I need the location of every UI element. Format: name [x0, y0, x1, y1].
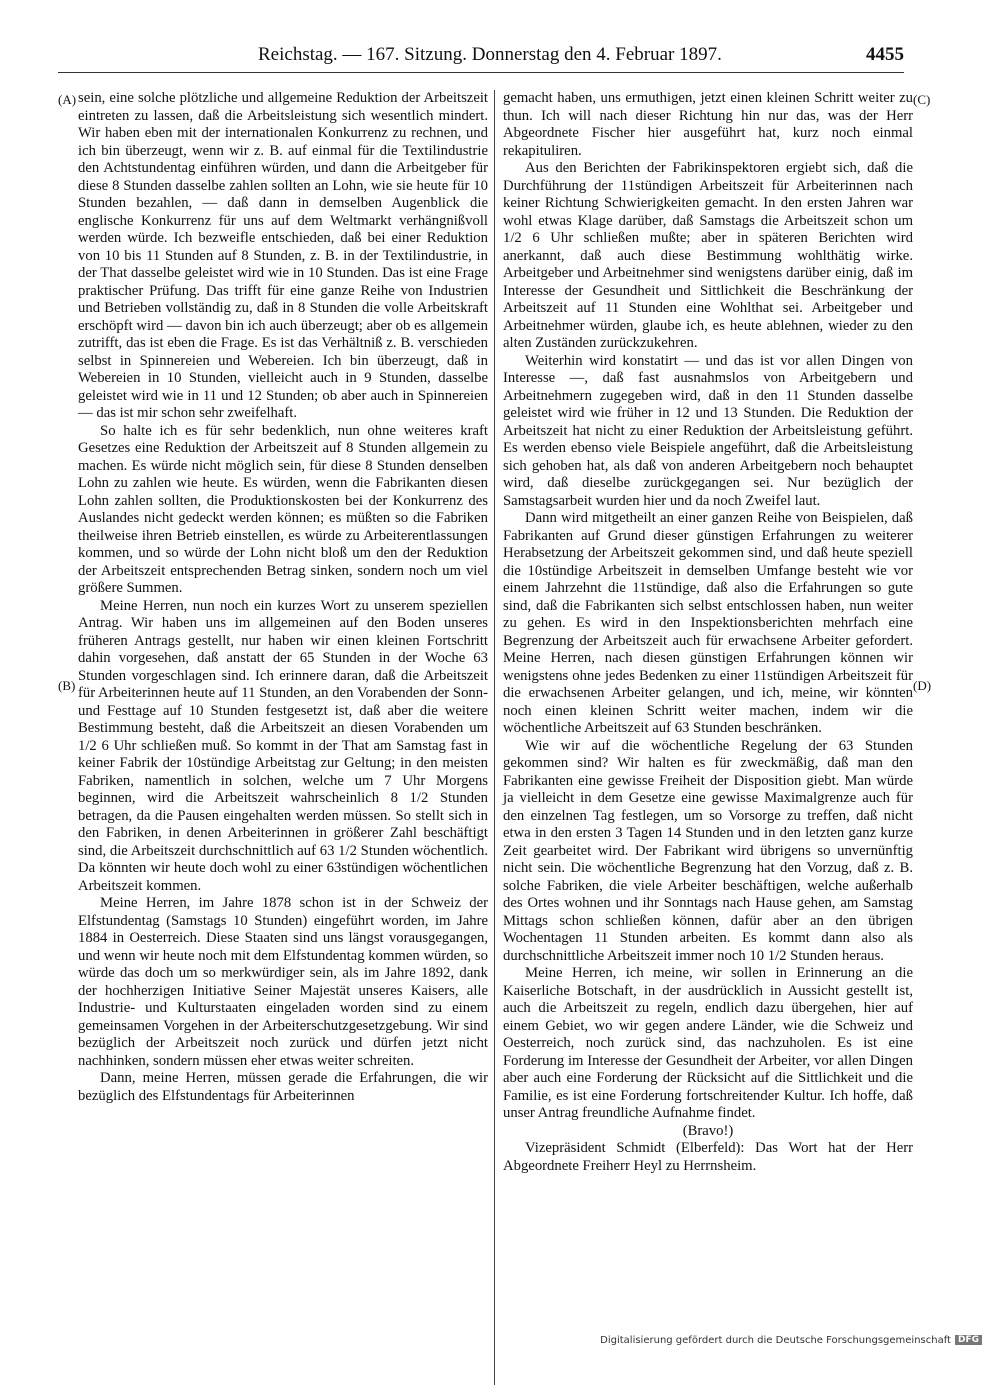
running-title: Reichstag. — 167. Sitzung. Donnerstag den 4. Februar 1897.: [258, 44, 722, 65]
column-divider: [494, 90, 495, 1385]
left-column: [78, 90, 488, 1105]
paragraph: sein, eine solche plötzliche und allgemeine Reduktion der Arbeitszeit eintreten zu lassen, daß die Arbeitsleistung sich wesentlich mindert. Wir haben eben mit der internationalen Konkurrenz zu rechnen, und ich bin überzeugt, wenn wir z. B. auf einmal für die Textilindustrie den Achtstundentag einführen würden, und dann die Arbeitgeber für diese 8 Stunden dasselbe zahlen sollten an Lohn, wie sie heute für 10 Stunden bezahlen, — daß dann in demselben Augenblick die englische Konkurrenz für uns auf dem Weltmarkt verhängnißvoll werden würde. Ich bezweifle entschieden, daß bei einer Reduktion von 10 bis 11 Stunden auf 8 Stunden, z. B. in der Textilindustrie, in der That dasselbe geleistet wird wie in 10 Stunden. Das ist eine Frage praktischer Prüfung. Das trifft für eine ganze Reihe von Industrien und Betrieben vollständig zu, daß in 8 Stunden die volle Arbeitskraft erschöpft wird — davon bin ich auch überzeugt; aber ob es allgemein zutrifft, das ist eben die Frage. Es ist das Verhältniß z. B. verschieden selbst in Spinnereien und Webereien. Ich bin überzeugt, daß in Webereien in 10 Stunden, vielleicht auch in 9 Stunden, dasselbe geleistet wird wie in 11 und 12 Stunden; ob aber auch in Spinnereien — das ist mir schon sehr zweifelhaft.: [78, 90, 488, 421]
right-column: [503, 90, 913, 1175]
paragraph: gemacht haben, uns ermuthigen, jetzt einen kleinen Schritt weiter zu thun. Ich will nach dieser Richtung hin nur das, was der Herr Abgeordnete Fischer hier ausgeführt hat, kurz noch einmal rekapituliren.: [503, 90, 913, 159]
paragraph: Meine Herren, nun noch ein kurzes Wort zu unserem speziellen Antrag. Wir haben uns im allgemeinen auf den Boden unseres früheren Antrags gestellt, nur haben wir einen kleinen Fortschritt dahin vorgesehen, daß anstatt der 65 Stunden in der Woche 63 Stunden vorgeschlagen sind. Ich erinnere daran, daß die Arbeitszeit für Arbeiterinnen heute auf 11 Stunden, an den Vorabenden der Sonn- und Festtage auf 10 Stunden festgesetzt ist, daß aber die weitere Bestimmung besteht, daß die Arbeitszeit an diesen Vorabenden um 1/2 6 Uhr schließen muß. So kommt in der That am Samstag fast in keiner Fabrik der 10stündige Arbeitstag zur Geltung; in den meisten Fabriken, namentlich in solchen, welche um 7 Uhr Morgens beginnen, wird die Arbeitszeit wahrscheinlich 8 1/2 Stunden betragen, da die Pausen eingehalten werden müssen. So stellt sich in den Fabriken, in denen Arbeiterinnen in größerer Zahl beschäftigt sind, die Arbeitszeit durchschnittlich auf 63 1/2 Stunden wöchentlich. Da könnten wir heute doch wohl zu einer 63stündigen wöchentlichen Arbeitszeit kommen.: [78, 597, 488, 894]
footer: [600, 1333, 982, 1347]
header-rule: [58, 72, 904, 73]
paragraph: Dann wird mitgetheilt an einer ganzen Reihe von Beispielen, daß Fabrikanten auf Grund dieser günstigen Erfahrungen zu weiterer Herabsetzung der Arbeitszeit gekommen sind, und daß heute speziell die 10stündige Arbeitszeit in demselben Umfange besteht wie vor einem Jahrzehnt die 11stündige, daß also die Erfahrungen so gute sind, daß die Fabrikanten sich selbst entschlossen haben, nun weiter zu gehen. Es wird in den Inspektionsberichten mehrfach eine Begrenzung der Arbeitszeit auch für erwachsene Arbeiter gefordert. Meine Herren, nach diesen günstigen Erfahrungen können wir wenigstens ohne jedes Bedenken zu einer 11stündigen Arbeitszeit für die erwachsenen Arbeiter gelangen, und ich, meine, wir könnten noch einen kleinen Schritt weiter machen, indem wir die wöchentliche Arbeitszeit auf 63 Stunden beschränken.: [503, 510, 913, 736]
footer-text: Digitalisierung gefördert durch die Deutsche Forschungsgemeinschaft: [600, 1334, 951, 1346]
page-header: [58, 44, 904, 72]
paragraph: Wie wir auf die wöchentliche Regelung der 63 Stunden gekommen sind? Wir halten es für zweckmäßig, daß man den Fabrikanten eine gewisse Freiheit der Disposition giebt. Man würde ja vielleicht in dem Gesetze eine gewisse Maximalgrenze auch für den einzelnen Tag festlegen, um so Vorsorge zu treffen, daß nicht etwa in den ersten 3 Tagen 14 Stunden und in den letzten ganz kurze Zeit gearbeitet wird. Der Fabrikant wird übrigens so unvernünftig nicht sein. Die wöchentliche Begrenzung hat den Vorzug, daß z. B. solche Fabriken, die viele Arbeiter beschäftigen, welche außerhalb des Ortes wohnen und ihr Sonntags nach Hause gehen, am Samstag Mittags schon schließen können, dafür aber an den übrigen Wochentagen 11 Stunden arbeiten. Es kommt dann also als durchschnittliche Arbeitszeit immer noch 10 1/2 Stunden heraus.: [503, 737, 913, 964]
paragraph: Aus den Berichten der Fabrikinspektoren ergiebt sich, daß die Durchführung der 11stündigen Arbeitszeit für Arbeiterinnen nach keiner Richtung Schwierigkeiten gemacht. In den ersten Jahren war wohl etwas Klage darüber, daß Samstags die Arbeitszeit schon um 1/2 6 Uhr schließen mußte; aber in späteren Berichten wird anerkannt, daß auch diese Bestimmung wohlthätig wirke. Arbeitgeber und Arbeitnehmer sind wenigstens darüber einig, daß im Interesse der Gesundheit und Sittlichkeit die Beschränkung der Arbeitszeit auf 11 Stunden eine Wohlthat sei. Arbeitgeber und Arbeitnehmer würden, glaube ich, es heute ablehnen, wieder zu den alten Zuständen zurückzukehren.: [503, 160, 913, 351]
applause-note: (Bravo!): [682, 1122, 734, 1139]
margin-marker-a: (A): [58, 92, 77, 107]
dfg-logo-icon: DFG: [955, 1335, 982, 1345]
margin-marker-b: (B): [58, 678, 76, 693]
paragraph: So halte ich es für sehr bedenklich, nun ohne weiteres kraft Gesetzes eine Reduktion der Arbeitszeit auf 8 Stunden allgemein zu machen. Es würde nicht möglich sein, für diese 8 Stunden denselben Lohn zu zahlen wie heute. Es würden, wenn die Fabrikanten diesen Lohn zahlen sollten, die Produktionskosten bei der Konkurrenz des Auslandes nicht gedeckt werden können; es müßten so die Fabriken theilweise ihren Betrieb einstellen, es würde zu Arbeiterentlassungen kommen, und so würde der Lohn nicht bloß um den der Reduktion der Arbeitszeit entsprechenden Betrag sinken, sondern noch um viel größere Summen.: [78, 422, 488, 596]
paragraph: Weiterhin wird konstatirt — und das ist vor allen Dingen von Interesse —, daß fast ausnahmslos von Arbeitgebern und Arbeitnehmern zugegeben wird, daß in den 11 Stunden dasselbe geleistet wird wie früher in 12 und 13 Stunden. Die Reduktion der Arbeitszeit hat nicht zu einer Reduktion der Arbeitsleistung geführt. Es werden ebenso viele Beispiele angeführt, daß die Arbeitsleistung sich gehoben hat, als daß von anderen Arbeitgebern noch behauptet wird, daß dieselbe zurückgegangen sei. Nur bezüglich der Samstagsarbeit wurden hier und da noch Zweifel laut.: [503, 352, 913, 509]
paragraph: Dann, meine Herren, müssen gerade die Erfahrungen, die wir bezüglich des Elfstundentags für Arbeiterinnen: [78, 1070, 488, 1104]
paragraph: Meine Herren, ich meine, wir sollen in Erinnerung an die Kaiserliche Botschaft, in der ausdrücklich in Aussicht gestellt ist, auch die Arbeitszeit zu regeln, endlich dazu übergehen, hier auf einem Gebiet, wo wir gegen andere Länder, wie die Schweiz und Oesterreich, noch zurück sind, das nachzuholen. Es ist eine Forderung im Interesse der Gesundheit der Arbeiter, vor allen Dingen aber auch eine Forderung der Rücksicht auf die Sittlichkeit und die Familie, es ist eine Forderung fortschreitender Kultur. Ich hoffe, daß unser Antrag freundliche Aufnahme findet.: [503, 965, 913, 1121]
paragraph: Vizepräsident Schmidt (Elberfeld): Das Wort hat der Herr Abgeordnete Freiherr Heyl zu Herrnsheim.: [503, 1140, 913, 1174]
paragraph: Meine Herren, im Jahre 1878 schon ist in der Schweiz der Elfstundentag (Samstags 10 Stunden) eingeführt worden, im Jahre 1884 in Oesterreich. Diese Staaten sind uns längst vorausgegangen, und wenn wir heute noch mit dem Elfstundentag kommen würden, so würde das doch um so merkwürdiger sein, als im Jahre 1892, dank der hochherzigen Initiative Seiner Majestät unseres Kaisers, alle Industrie- und Kulturstaaten eingeladen worden sind zu einem gemeinsamen Vorgehen in der Arbeiterschutzgesetzgebung. Wir sind bezüglich der Arbeitszeit noch zurück und dürfen jetzt nicht nachhinken, sondern müssen eher etwas weiter schreiten.: [78, 895, 488, 1069]
margin-marker-d: (D): [913, 678, 932, 693]
margin-marker-c: (C): [913, 92, 931, 107]
page-number: 4455: [866, 44, 904, 65]
